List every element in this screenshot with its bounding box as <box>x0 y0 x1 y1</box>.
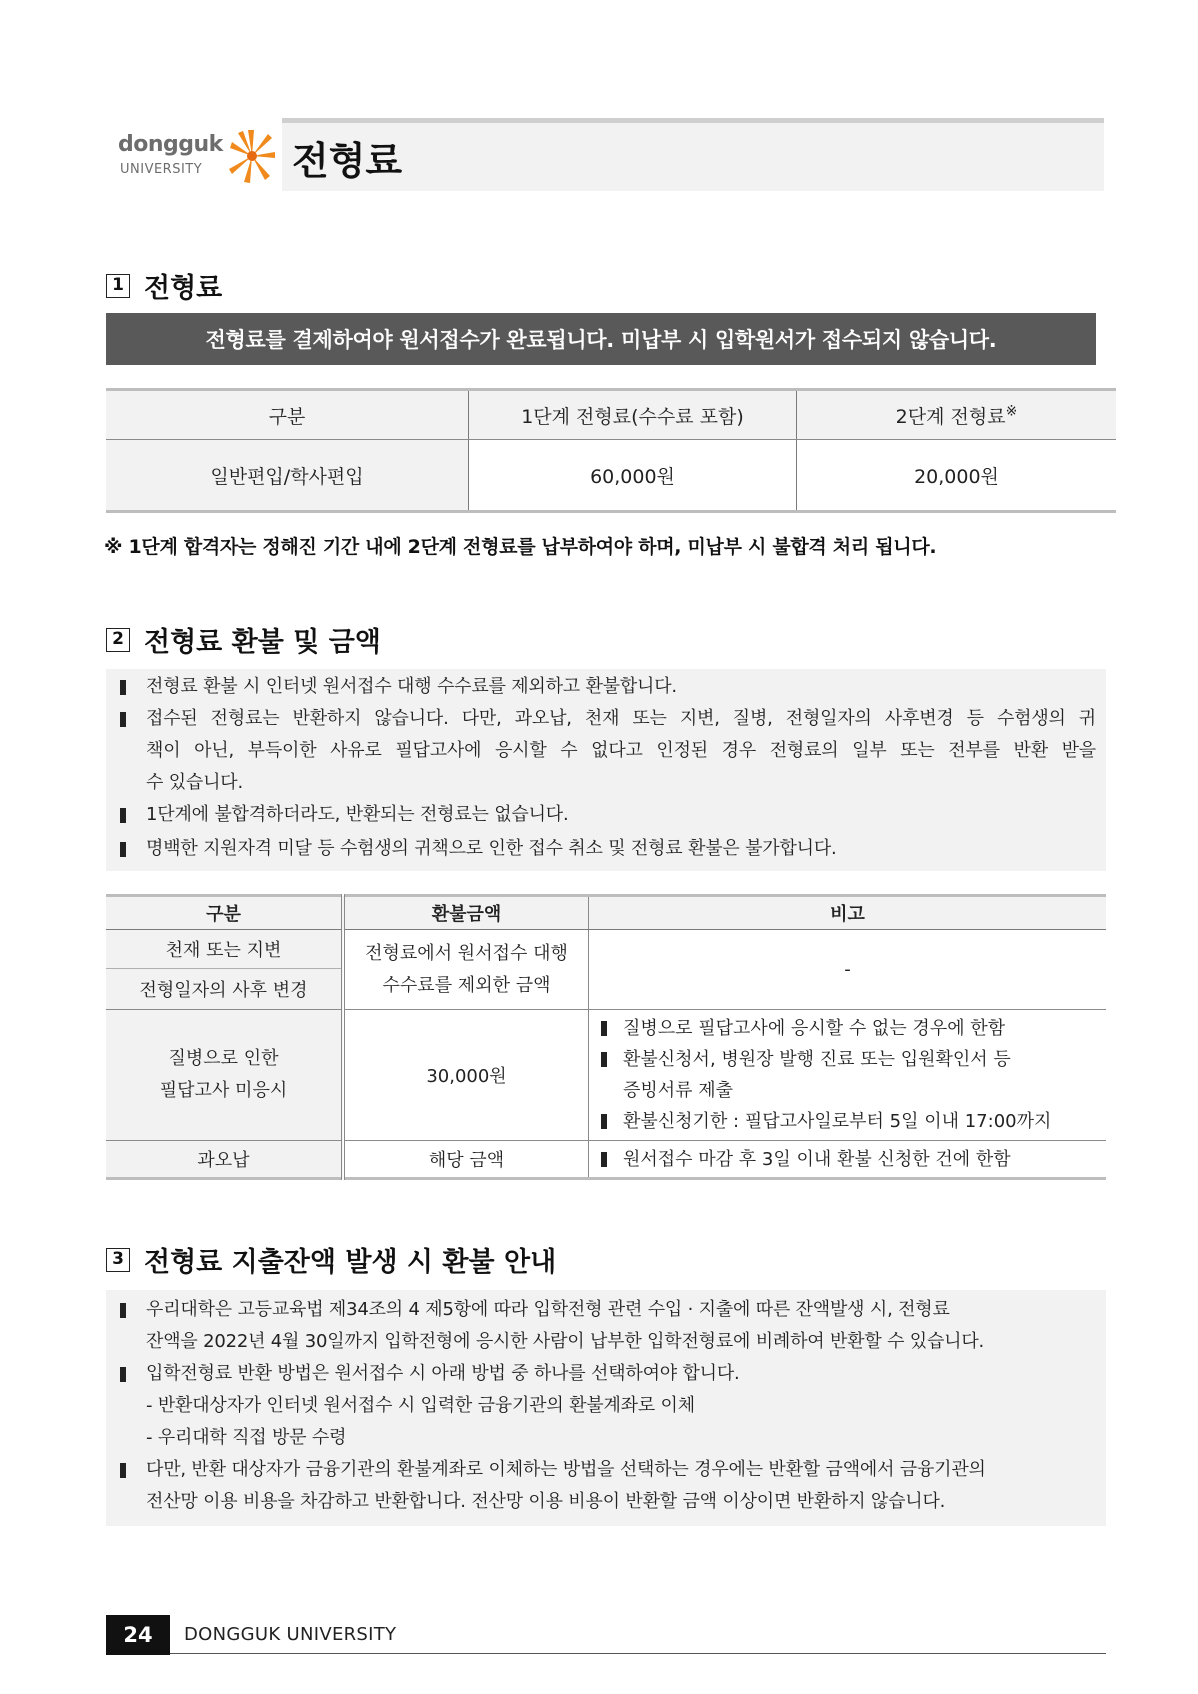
refund-amount-excl-fee: 전형료에서 원서접수 대행 수수료를 제외한 금액 <box>343 930 589 1010</box>
refund-col-remark: 비고 <box>589 896 1107 930</box>
fee-table-row <box>106 440 1116 512</box>
fee-col-stage2-mark: ※ <box>1005 403 1018 420</box>
section-3-title: 전형료 지출잔액 발생 시 환불 안내 <box>144 1247 557 1278</box>
section-2-title: 전형료 환불 및 금액 <box>144 627 381 658</box>
bullet-marker-icon <box>120 808 126 823</box>
title-bar <box>282 123 1104 191</box>
page-title: 전형료 <box>292 139 403 183</box>
refund-remark-none: - <box>589 930 1107 1010</box>
bullet-marker-icon <box>601 1021 607 1036</box>
logo-burst-icon <box>228 128 276 184</box>
refund-table-header <box>106 896 1106 930</box>
list-item: 입학전형료 반환 방법은 원서접수 시 아래 방법 중 하나를 선택하여야 합니다. - 반환대상자가 인터넷 원서접수 시 입력한 금융기관의 환불계좌로 이체 - 우리대학 직접 방문 수령 <box>120 1358 1096 1454</box>
section-3-number: 3 <box>106 1248 130 1272</box>
table-row <box>106 1010 1106 1141</box>
refund-col-amount: 환불금액 <box>343 896 589 930</box>
bullet-marker-icon <box>120 1463 126 1478</box>
bullet-marker-icon <box>601 1052 607 1067</box>
refund-remark-overpayment <box>589 1141 1107 1179</box>
bullet-marker-icon <box>120 712 126 727</box>
fee-col-stage2 <box>797 390 1117 440</box>
fee-col-stage2-label: 2단계 전형료 <box>895 405 1006 428</box>
fee-col-stage1: 1단계 전형료(수수료 포함) <box>469 390 797 440</box>
list-item: 전형료 환불 시 인터넷 원서접수 대행 수수료를 제외하고 환불합니다. <box>120 671 1090 703</box>
bullet-marker-icon <box>120 680 126 695</box>
refund-col-category: 구분 <box>106 896 343 930</box>
list-item: 우리대학은 고등교육법 제34조의 4 제5항에 따라 입학전형 관련 수입 · 지출에 따른 잔액발생 시, 전형료 잔액을 2022년 4월 30일까지 입학전형에 응시한 사람이 납부한 입학전형료에 비례하여 반환할 수 있습니다. <box>120 1294 1096 1358</box>
refund-cat-disaster: 천재 또는 지변 <box>106 930 343 969</box>
fee-col-category: 구분 <box>106 390 469 440</box>
table-row <box>106 930 1106 969</box>
fee-row-label: 일반편입/학사편입 <box>106 440 469 512</box>
logo-text-dongguk: dongguk <box>118 132 223 157</box>
section-2-heading <box>106 620 381 659</box>
page-number: 24 <box>106 1615 170 1655</box>
list-item-continuation: 증빙서류 제출 <box>623 1080 734 1101</box>
section-1-title: 전형료 <box>144 273 223 304</box>
footer-rule <box>170 1653 1106 1654</box>
bullet-marker-icon <box>601 1114 607 1129</box>
fee-table <box>106 388 1116 513</box>
logo-text-university: UNIVERSITY <box>120 162 203 177</box>
refund-cat-overpayment: 과오납 <box>106 1141 343 1179</box>
refund-table <box>106 894 1106 1180</box>
bullet-marker-icon <box>120 842 126 857</box>
list-item: 접수된 전형료는 반환하지 않습니다. 다만, 과오납, 천재 또는 지변, 질병, 전형일자의 사후변경 등 수험생의 귀 책이 아닌, 부득이한 사유로 필답고사에 응시할 수 없다고 인정된 경우 전형료의 일부 또는 전부를 반환 받을 수 있습니다. <box>120 703 1096 799</box>
list-item: 환불신청서, 병원장 발행 진료 또는 입원확인서 등 <box>601 1044 1106 1075</box>
list-item: 질병으로 필답고사에 응시할 수 없는 경우에 한함 <box>601 1013 1106 1044</box>
section-2-number: 2 <box>106 628 130 652</box>
balance-refund-box <box>106 1290 1106 1526</box>
bullet-marker-icon <box>120 1367 126 1382</box>
list-item: 환불신청기한 : 필답고사일로부터 5일 이내 17:00까지 <box>601 1106 1106 1137</box>
list-item: 다만, 반환 대상자가 금융기관의 환불계좌로 이체하는 방법을 선택하는 경우에는 반환할 금액에서 금융기관의 전산망 이용 비용을 차감하고 반환합니다. 전산망 이용 비용이 반환할 금액 이상이면 반환하지 않습니다. <box>120 1454 1096 1518</box>
list-item: 원서접수 마감 후 3일 이내 환불 신청한 건에 한함 <box>601 1144 1106 1175</box>
footer-university-name: DONGGUK UNIVERSITY <box>184 1624 397 1645</box>
fee-table-header <box>106 390 1116 440</box>
university-logo <box>118 128 278 188</box>
refund-remark-illness <box>589 1010 1107 1141</box>
fee-stage1-amount: 60,000원 <box>469 440 797 512</box>
bullet-marker-icon <box>601 1152 607 1167</box>
section-1-heading <box>106 266 222 305</box>
bullet-marker-icon <box>120 1303 126 1318</box>
stage2-fee-note: ※ 1단계 합격자는 정해진 기간 내에 2단계 전형료를 납부하여야 하며, 미납부 시 불합격 처리 됩니다. <box>104 536 937 558</box>
refund-amount-illness: 30,000원 <box>343 1010 589 1141</box>
section-3-heading <box>106 1240 556 1279</box>
table-row <box>106 1141 1106 1179</box>
refund-cat-date-change: 전형일자의 사후 변경 <box>106 969 343 1010</box>
refund-info-box <box>106 669 1106 871</box>
payment-notice-banner: 전형료를 결제하여야 원서접수가 완료됩니다. 미납부 시 입학원서가 접수되지 않습니다. <box>106 313 1096 365</box>
refund-cat-illness: 질병으로 인한 필답고사 미응시 <box>106 1010 343 1141</box>
section-1-number: 1 <box>106 274 130 298</box>
list-item: 명백한 지원자격 미달 등 수험생의 귀책으로 인한 접수 취소 및 전형료 환불은 불가합니다. <box>120 833 1090 865</box>
refund-amount-overpayment: 해당 금액 <box>343 1141 589 1179</box>
fee-stage2-amount: 20,000원 <box>797 440 1117 512</box>
list-item: 1단계에 불합격하더라도, 반환되는 전형료는 없습니다. <box>120 799 1090 831</box>
